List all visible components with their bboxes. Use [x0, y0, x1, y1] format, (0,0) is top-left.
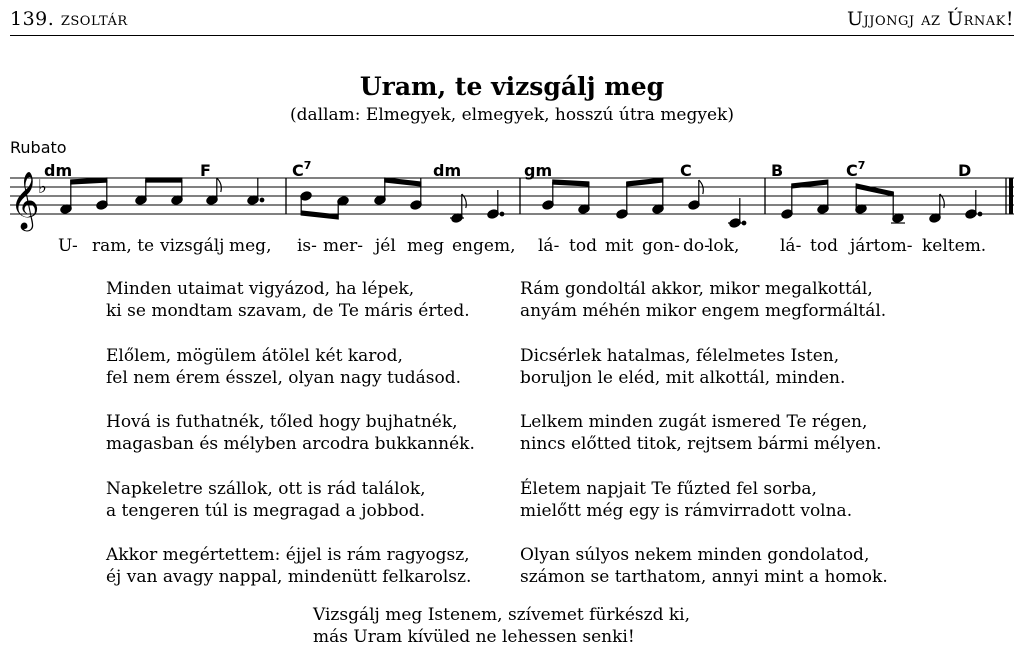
verse-5-left-line-2: éj van avagy nappal, mindenütt felkarolsz. [106, 567, 472, 587]
final-verse-line-1: Vizsgálj meg Istenem, szívemet fürkészd ki, [313, 605, 690, 625]
beam [627, 178, 663, 186]
note-dot [978, 212, 982, 216]
beam [71, 178, 107, 184]
verse-3-right-line-1: Lelkem minden zugát ismered Te régen, [520, 412, 868, 432]
lyric-syllable: mit [605, 236, 634, 256]
verse-3-right-line-2: nincs előtted titok, rejtsem bármi mélyen. [520, 434, 882, 454]
treble-clef-icon: 𝄞 [10, 171, 40, 229]
beam [856, 184, 893, 196]
note-flag [217, 178, 222, 192]
song-subtitle: (dallam: Elmegyek, elmegyek, hosszú útra megyek) [290, 105, 734, 125]
verse-4-right-line-1: Életem napjait Te fűzted fel sorba, [520, 479, 817, 499]
lyric-syllable: meg, [229, 236, 272, 256]
chord-symbol: D [958, 161, 972, 180]
final-verse-line-2: más Uram kívüled ne lehessen senki! [313, 627, 635, 647]
verse-2-right-line-2: boruljon le eléd, mit alkottál, minden. [520, 368, 846, 388]
lyric-syllable: keltem. [922, 236, 987, 256]
chord-symbol: gm [524, 161, 553, 180]
beam [301, 211, 338, 219]
chord-symbol: $C^7$ [292, 159, 312, 180]
verse-2-left-line-2: fel nem érem ésszel, olyan nagy tudásod. [106, 368, 462, 388]
lyric-syllable: vizsgálj [160, 236, 225, 256]
chord-symbol: dm [44, 161, 73, 180]
lyric-syllable: lá- [780, 236, 802, 256]
lyric-syllable: engem, [452, 236, 516, 256]
flat-sign-icon: ♭ [38, 176, 47, 198]
lyric-syllable: jártom- [850, 236, 913, 256]
lyric-syllable: jél [375, 236, 396, 256]
tempo-marking: Rubato [10, 138, 67, 157]
verse-5-right-line-1: Olyan súlyos nekem minden gondolatod, [520, 545, 870, 565]
lyric-syllable: is- [297, 236, 317, 256]
music-staff [0, 170, 1024, 236]
verse-1-left-line-2: ki se mondtam szavam, de Te máris érted. [106, 301, 470, 321]
verse-2-left-line-1: Előlem, mögülem átölel két karod, [106, 346, 403, 366]
verse-3-left-line-1: Hová is futhatnék, tőled hogy bujhatnék, [106, 412, 458, 432]
chord-symbol: C [680, 161, 692, 180]
lyric-syllable: meg [407, 236, 445, 256]
chord-symbol: B [771, 161, 784, 180]
lyric-syllable: U- [58, 236, 78, 256]
lyric-syllable: lok, [708, 236, 740, 256]
chord-symbol: dm [433, 161, 462, 180]
header-book-title: Ujjongj az Úrnak! [847, 8, 1014, 30]
note-dot [500, 212, 504, 216]
chord-symbol: $C^7$ [846, 159, 866, 180]
song-title: Uram, te vizsgálj meg [359, 72, 665, 101]
lyric-syllable: lá- [538, 236, 560, 256]
beam [553, 180, 589, 186]
lyric-syllable: tod [569, 236, 597, 256]
beam [385, 178, 421, 186]
verse-4-left-line-2: a tengeren túl is megragad a jobbod. [106, 501, 426, 521]
verse-4-left-line-1: Napkeletre szállok, ott is rád találok, [106, 479, 426, 499]
lyric-syllable: do- [683, 236, 710, 256]
verse-1-right-line-2: anyám méhén mikor engem megformáltál. [520, 301, 887, 321]
lyric-syllable: tod [810, 236, 838, 256]
note-dot [742, 221, 746, 225]
lyric-syllable: mer- [323, 236, 364, 256]
verse-1-right-line-1: Rám gondoltál akkor, mikor megalkottál, [520, 279, 873, 299]
lyric-syllable: gon- [642, 236, 680, 256]
lyric-syllable: ram, te [92, 236, 155, 256]
verse-5-right-line-2: számon se tarthatom, annyi mint a homok. [520, 567, 888, 587]
header-section-label: 139. zsoltár [10, 8, 128, 30]
beam [146, 178, 182, 182]
note-dot [260, 198, 264, 202]
verse-3-left-line-2: magasban és mélyben arcodra bukkannék. [106, 434, 475, 454]
verse-5-left-line-1: Akkor megértettem: éjjel is rám ragyogsz, [106, 545, 470, 565]
header-rule [10, 35, 1014, 36]
verse-2-right-line-1: Dicsérlek hatalmas, félelmetes Isten, [520, 346, 840, 366]
verse-4-right-line-2: mielőtt még egy is rámvirradott volna. [520, 501, 853, 521]
verse-1-left-line-1: Minden utaimat vigyázod, ha lépek, [106, 279, 415, 299]
chord-symbol: F [200, 161, 211, 180]
